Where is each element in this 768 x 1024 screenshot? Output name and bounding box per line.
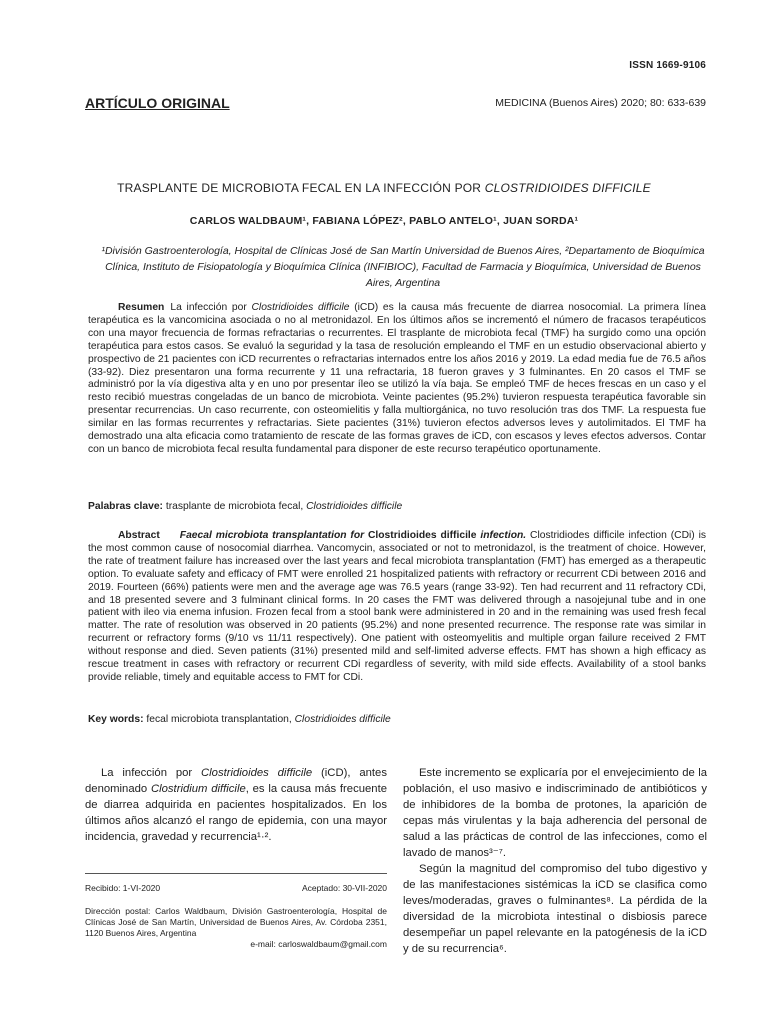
abstract-title-a: Faecal microbiota transplantation for — [179, 530, 368, 541]
footnote-divider — [85, 873, 387, 874]
received-date: Recibido: 1-VI-2020 — [85, 883, 161, 893]
body-column-right — [403, 765, 707, 957]
submission-dates — [85, 883, 387, 893]
palabras-clave-block — [88, 501, 706, 514]
resumen-block — [88, 302, 706, 457]
key-words-text: fecal microbiota transplantation, — [143, 714, 295, 725]
key-words-label: Key words: — [88, 714, 144, 725]
body-paragraph: Según la magnitud del compromiso del tubo digestivo y de las manifestaciones sistémicas la iCD se clasifica como leves/moderadas, graves o fulminantes⁸. La pérdida de la diversidad de la microbiota intestinal o disbiosis parece desempeñar un papel relevante en la patogénesis de la iCD y de su recurrencia⁶. — [403, 863, 707, 955]
title-main: TRASPLANTE DE MICROBIOTA FECAL EN LA INFECCIÓN POR — [117, 181, 485, 195]
article-type-heading: ARTÍCULO ORIGINAL — [85, 95, 230, 111]
abstract-title-organism: Clostridioides difficile — [367, 530, 477, 541]
abstract-block — [88, 530, 706, 685]
body-text: La infección por — [101, 767, 201, 779]
journal-citation: MEDICINA (Buenos Aires) 2020; 80: 633-639 — [495, 97, 706, 109]
key-words-block — [88, 714, 706, 727]
affiliations: ¹División Gastroenterología, Hospital de Clínicas José de San Martín Universidad de Buenos Aires, ²Departamento de Bioquímica Clínica, Instituto de Fisiopatología y Bioquímica Clínica (INFIBIOC), Facultad de Farmacia y Bioquímica, Universidad de Buenos Aires, Argentina — [101, 245, 705, 289]
abstract-label: Abstract — [118, 530, 160, 541]
contact-email: e-mail: carloswaldbaum@gmail.com — [250, 939, 387, 949]
body-organism: Clostridium difficile — [150, 783, 246, 795]
palabras-clave-text: trasplante de microbiota fecal, — [163, 501, 307, 512]
author-list: CARLOS WALDBAUM¹, FABIANA LÓPEZ², PABLO ANTELO¹, JUAN SORDA¹ — [189, 215, 579, 227]
body-column-left — [85, 765, 387, 845]
title-organism: CLOSTRIDIOIDES DIFFICILE — [484, 181, 651, 195]
abstract-title-c: infection. — [476, 530, 527, 541]
body-paragraph — [85, 765, 387, 845]
palabras-clave-organism: Clostridioides difficile — [306, 501, 403, 512]
body-text: (iCD), antes denominado — [85, 767, 387, 795]
key-words-organism: Clostridioides difficile — [294, 714, 391, 725]
resumen-organism: Clostridioides difficile — [251, 302, 350, 313]
resumen-label: Resumen — [118, 302, 165, 313]
issn-number: ISSN 1669-9106 — [629, 60, 706, 71]
body-paragraph: Este incremento se explicaría por el envejecimiento de la población, el uso masivo e indiscriminado de antibióticos y de inhibidores de la bomba de protones, la aparición de cepas más virulentas y la baja adherencia del personal de salud a las prácticas de control de las infecciones, como el lavado de manos³⁻⁷. — [403, 767, 707, 859]
body-organism: Clostridioides difficile — [201, 767, 313, 779]
palabras-clave-label: Palabras clave: — [88, 501, 163, 512]
article-title — [0, 181, 768, 195]
accepted-date: Aceptado: 30-VII-2020 — [301, 883, 387, 893]
abstract-body: Clostridiodes difficile infection (CDi) is the most common cause of nosocomial diarrhea. Vancomycin, associated or not to metronidazol, is the treatment of choice. However, the rate of treatment failure has increased over the last years and fecal microbiota transplantation (FMT) has emerged as a therapeutic option. To evaluate safety and efficacy of FMT were enrolled 21 hospitalized patients with refractory or recurrent CDi between 2016 and 2019. Fourteen (66%) patients were men and the average age was 76.5 years (range 33-92). Ten had recurrent and 11 refractory CDi, and 18 presented severe and 3 fulminant clinical forms. In 20 cases the FMT was delivered through a nasojejunal tube and in one patient with ileo via enema infusion. Frozen fecal from a stool bank were administered in 20 and in the remaining was used fresh fecal matter. The rate of resolution was observed in 20 patients (95.2%) and none presented recurrence. The response rate was similar in recurrent or refractory forms (9/10 vs 11/11 respectively). One patient with osteomyelitis and multiple organ failure received 2 FMT without response and died. Seven patients (31%) presented mild and self-limited adverse effects. FMT has shown a high efficacy as rescue treatment in cases with refractory or recurrent CDi regardless of severity, with mild side effects. Availability of a stool banks provide reliable, timely and equitable access to FMT for CDi. — [88, 530, 707, 683]
resumen-text-1: La infección por — [170, 302, 252, 313]
resumen-text-2: (iCD) es la causa más frecuente de diarrea nosocomial. La primera línea terapéutica es la vancomicina asociada o no al metronidazol. En los últimos años se incrementó el número de fracasos terapéuticos con una mayor frecuencia de formas refractarias o recurrentes. El trasplante de microbiota fecal (TMF) ha surgido como una opción terapéutica para estos casos. Se evaluó la seguridad y la tasa de resolución empleando el TMF en un estudio observacional abierto y prospectivo de 21 pacientes con iCD recurrentes o refractarias internados entre los años 2016 y 2019. La edad media fue de 76.5 años (33-92). Diez presentaron una forma recurrente y 11 una refractaria, 18 fueron graves y 3 fulminantes. En 20 casos el TMF se administró por la vía digestiva alta y en uno por presentar íleo se utilizó la vía baja. Se empleó TMF de heces frescas en un caso y el resto recibió muestras congeladas de un banco de microbiota. Veinte pacientes (95.2%) tuvieron respuesta terapéutica favorable sin presentar recurrencias. Un caso recurrente, con osteomielitis y falla multiorgánica, no tuvo resolución tras dos TMF. La respuesta fue similar en las formas recurrentes y refractarias. Siete pacientes (31%) tuvieron efectos adversos leves y autolimitados. El TMF ha demostrado una alta eficacia como tratamiento de rescate de las formas graves de iCD, con escasos y leves efectos adversos. Contar con un banco de microbiota fecal resulta fundamental para disponer de este recurso terapéutico oportunamente. — [88, 302, 706, 455]
body-text: , es la causa más frecuente de diarrea adquirida en pacientes hospitalizados. En los últimos años alcanzó el rango de epidemia, con una mayor incidencia, gravedad y recurrencia¹·². — [85, 783, 387, 843]
postal-address: Dirección postal: Carlos Waldbaum, División Gastroenterología, Hospital de Clínicas José de San Martín, Universidad de Buenos Aires, Av. Córdoba 2351, 1120 Buenos Aires, Argentina — [85, 906, 387, 938]
